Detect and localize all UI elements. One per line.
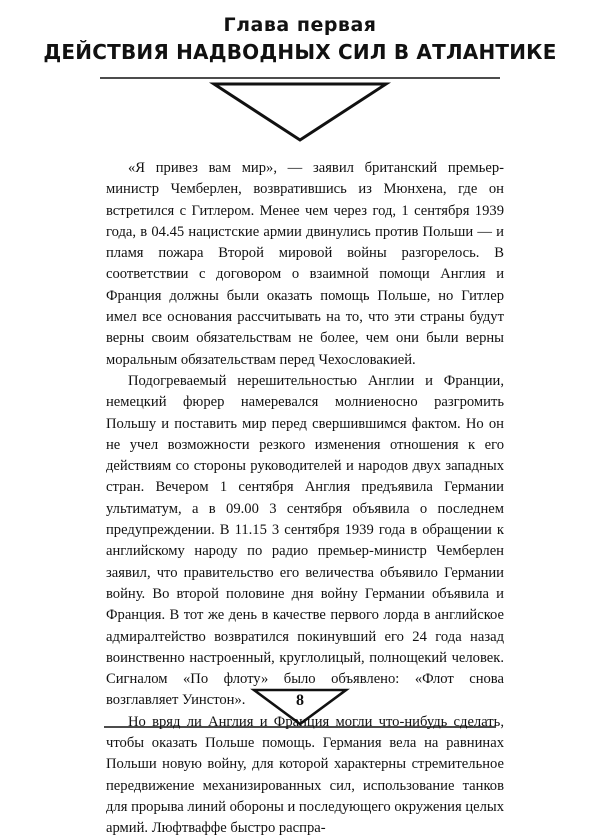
page-number: 8 (296, 692, 304, 709)
body-text (106, 158, 504, 840)
paragraph-3: Но вряд ли Англия и Франция могли что-нибудь сделать, чтобы оказать Польше помощь. Германия вела на равнинах Польши новую войну, для которой характерны стремительное передвижение механизированных сил, использование танков для прорыва линий обороны и последующего окружения целых армий. Люфтваффе быстро распра- (106, 713, 504, 837)
paragraph-1: «Я привез вам мир», — заявил британский премьер-министр Чемберлен, возвратившись из Мюнхена, где он встретился с Гитлером. Менее чем через год, 1 сентября 1939 года, в 04.45 нацистские армии двинулись против Польши — и пламя пожара Второй мировой войны разгорелось. В соответствии с договором о взаимной помощи Англия и Франция должны были оказать помощь Польше, но Гитлер имел все основания рассчитывать на то, что эти страны будут верны своим обязательствам не более, чем они были верны моральным обязательствам перед Чехословакией. (106, 160, 504, 368)
paragraph-2: Подогреваемый нерешительностью Англии и Франции, немецкий фюрер намеревался молниеносно разгромить Польшу и поставить мир перед свершившимся фактом. Но он не учел возможности резкого изменения отношения к его действиям со стороны руководителей и народов двух западных стран. Вечером 1 сентября Англия предъявила Германии ультиматум, а в 09.00 3 сентября объявила о последнем предупреждении. В 11.15 3 сентября 1939 года в обращении к английскому народу по радио премьер-министр Чемберлен заявил, что правительство его величества объявило Германии войну. Во второй половине дня войну Германии объявила и Франция. В тот же день в качестве первого лорда в английское адмиралтейство возвратился покинувший его 24 года назад воинственно настроенный, круглолицый, полнощекий человек. Сигналом «По флоту» было объявлено: «Флот снова возглавляет Уинстон». (106, 372, 504, 709)
header-triangle-ornament (0, 74, 600, 144)
chapter-title: ДЕЙСТВИЯ НАДВОДНЫХ СИЛ В АТЛАНТИКЕ (43, 40, 557, 64)
chapter-label: Глава первая (223, 14, 377, 36)
